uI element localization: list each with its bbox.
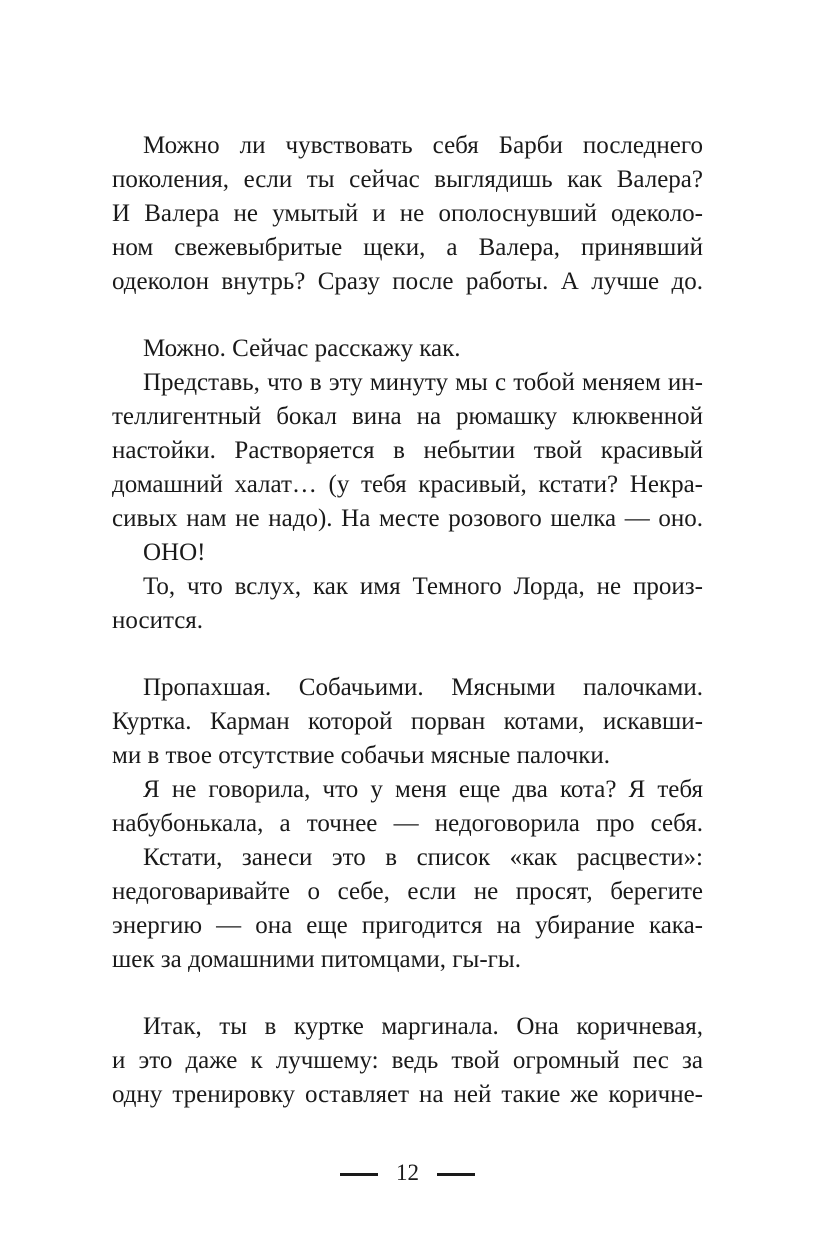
text-line: домашний халат… (у тебя красивый, кстати? Некра- [112,471,703,498]
folio-dash-right [437,1173,475,1176]
text-line: шек за домашними питомцами, гы-гы. [112,946,521,973]
text-line: Итак, ты в куртке маргинала. Она коричневая, [143,1013,703,1040]
paragraph [112,841,703,977]
paragraph [112,671,703,773]
folio-dash-left [340,1173,378,1176]
text-line: Можно. Сейчас расскажу как. [143,335,461,362]
text-line: недоговаривайте о себе, если не просят, берегите [112,878,703,905]
page-body [112,129,703,1112]
text-line: Куртка. Карман которой порван котами, искавши- [112,708,703,735]
text-line: Представь, что в эту минуту мы с тобой меняем ин- [143,369,703,396]
text-line: ном свежевыбритые щеки, а Валера, принявший [112,234,703,261]
page-number: 12 [396,1160,419,1185]
text-line: энергию — она еще пригодится на убирание кака- [112,912,703,939]
paragraph [112,773,703,841]
text-line: ми в твое отсутствие собачьи мясные палочки. [112,742,610,769]
paragraph [112,570,703,638]
text-line: поколения, если ты сейчас выглядишь как Валера? [112,166,703,193]
page-footer [0,1158,815,1188]
section-gap [112,299,703,332]
text-line: носится. [112,607,204,634]
text-line: настойки. Растворяется в небытии твой красивый [112,437,703,464]
text-line: Можно ли чувствовать себя Барби последнего [143,132,703,159]
paragraph [112,332,703,366]
text-line: одеколон внутрь? Сразу после работы. А лучше до. [112,268,703,295]
text-line: теллигентный бокал вина на рюмашку клюквенной [112,403,703,430]
text-line: И Валера не умытый и не ополоснувший одеколо- [112,200,703,227]
text-line: Кстати, занеси это в список «как расцвести»: [143,844,703,871]
text-line: и это даже к лучшему: ведь твой огромный пес за [112,1047,703,1074]
text-line: одну тренировку оставляет на ней такие же коричне- [112,1081,703,1108]
paragraph [112,536,703,570]
section-gap [112,977,703,1010]
text-line: Пропахшая. Собачьими. Мясными палочками. [143,674,703,701]
text-line: набубонькала, а точнее — недоговорила про себя. [112,810,703,837]
section-gap [112,638,703,671]
paragraph [112,1010,703,1112]
text-line: сивых нам не надо). На месте розового шелка — оно. [112,505,703,532]
text-line: Я не говорила, что у меня еще два кота? Я тебя [143,776,703,803]
text-line: ОНО! [143,539,206,566]
text-line: То, что вслух, как имя Темного Лорда, не произ- [143,573,703,600]
paragraph [112,129,703,299]
paragraph [112,366,703,536]
